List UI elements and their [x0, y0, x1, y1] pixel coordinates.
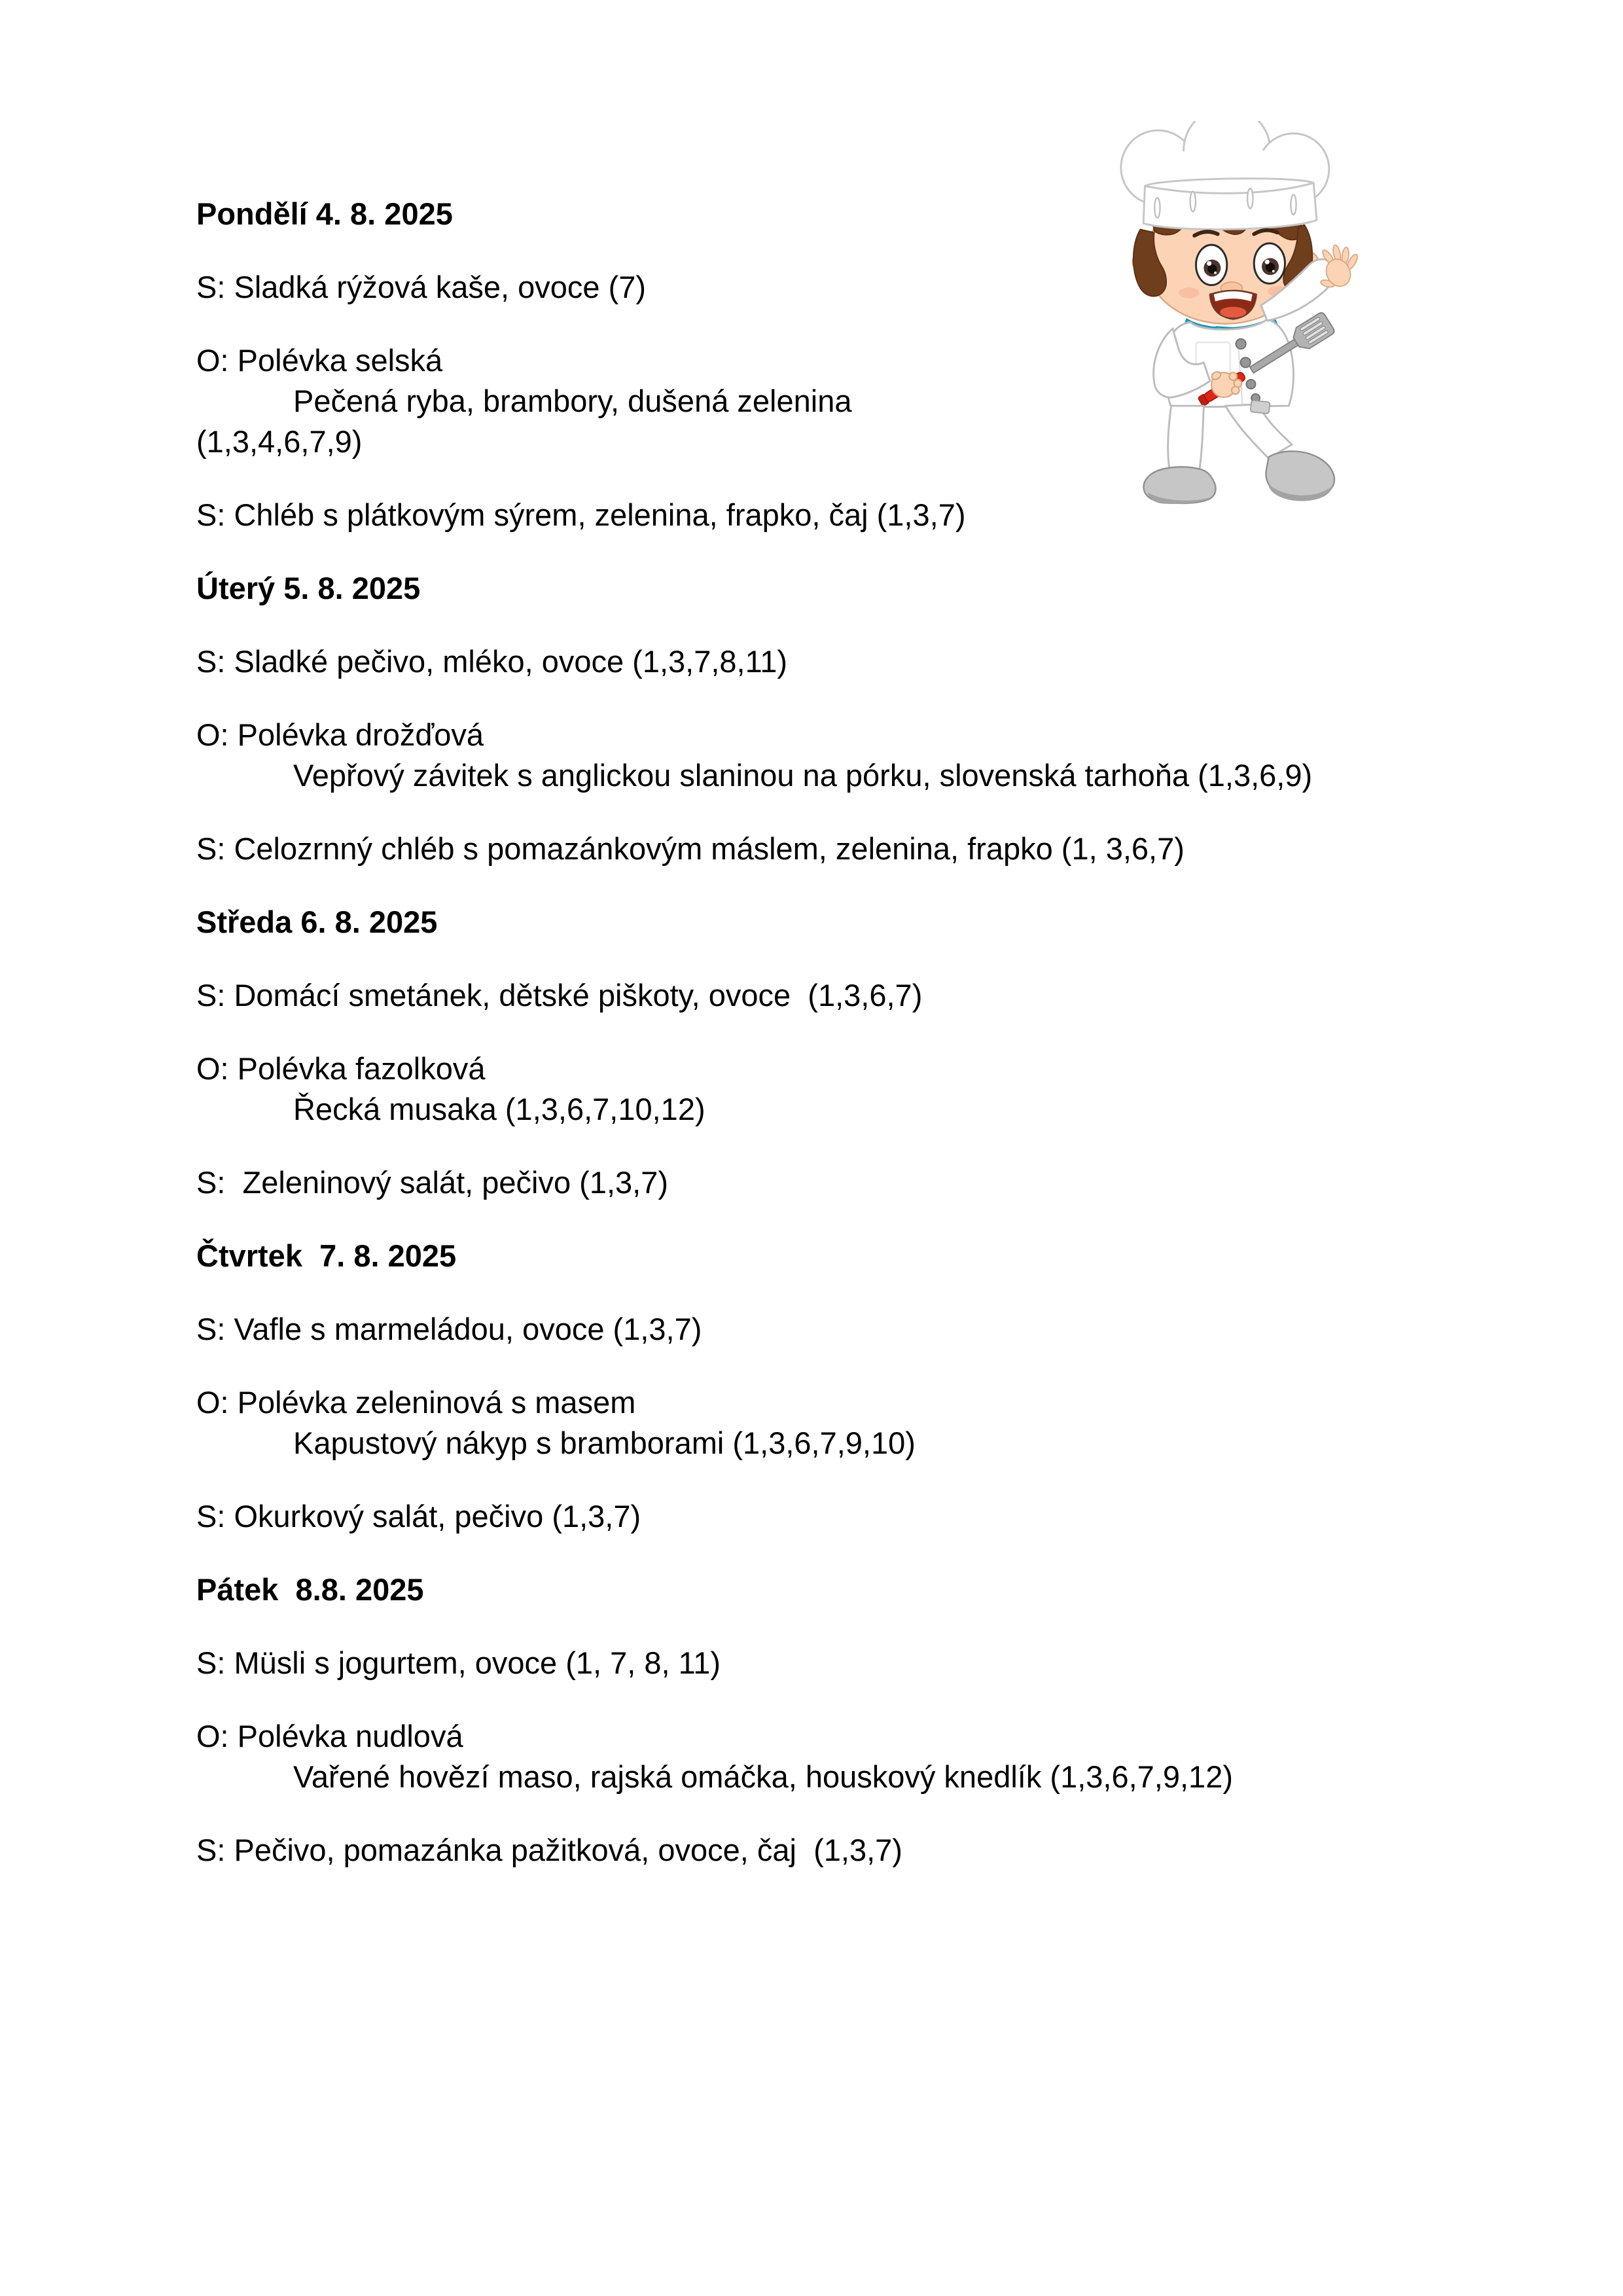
snack-morning-line: S: Sladká rýžová kaše, ovoce (7)	[196, 270, 647, 304]
snack-afternoon-line: S: Chléb s plátkovým sýrem, zelenina, frapko, čaj (1,3,7)	[196, 497, 966, 532]
chef-fist	[1210, 370, 1241, 397]
snack-afternoon-line: S: Celozrnný chléb s pomazánkovým máslem, zelenina, frapko (1, 3,6,7)	[196, 831, 1185, 866]
lunch-main-line: Kapustový nákyp s bramborami (1,3,6,7,9,10)	[293, 1426, 916, 1460]
snack-afternoon-line: S: Pečivo, pomazánka pažitková, ovoce, čaj (1,3,7)	[196, 1833, 902, 1867]
chef-clipart	[1109, 121, 1380, 512]
snack-morning-line: S: Müsli s jogurtem, ovoce (1, 7, 8, 11)	[196, 1645, 721, 1680]
jacket-hip-tab	[1251, 401, 1270, 414]
snack-afternoon-line: S: Zeleninový salát, pečivo (1,3,7)	[196, 1165, 669, 1200]
lunch-main-line: Řecká musaka (1,3,6,7,10,12)	[293, 1092, 705, 1126]
chef-hat	[1121, 121, 1329, 229]
day-heading: Pondělí 4. 8. 2025	[196, 196, 453, 231]
snack-morning-line: S: Sladké pečivo, mléko, ovoce (1,3,7,8,11)	[196, 644, 788, 679]
lunch-paragraph	[196, 1716, 1547, 1797]
lunch-soup-line: O: Polévka fazolková	[196, 1051, 486, 1086]
lunch-main-line: Vařené hovězí maso, rajská omáčka, houskový knedlík (1,3,6,7,9,12)	[293, 1759, 1233, 1794]
menu-day-wednesday	[196, 902, 1547, 1203]
lunch-paragraph	[196, 1382, 1547, 1463]
lunch-paragraph	[196, 715, 1547, 796]
day-heading: Úterý 5. 8. 2025	[196, 571, 421, 605]
lunch-allergens-line: (1,3,4,6,7,9)	[196, 424, 363, 459]
snack-morning-line: S: Vafle s marmeládou, ovoce (1,3,7)	[196, 1312, 702, 1346]
lunch-soup-line: O: Polévka nudlová	[196, 1719, 463, 1753]
menu-day-friday	[196, 1570, 1547, 1871]
snack-afternoon-line: S: Okurkový salát, pečivo (1,3,7)	[196, 1499, 641, 1534]
day-heading: Pátek 8.8. 2025	[196, 1572, 424, 1607]
lunch-soup-line: O: Polévka drožďová	[196, 717, 484, 752]
snack-morning-line: S: Domácí smetánek, dětské piškoty, ovoce (1,3,6,7)	[196, 978, 923, 1013]
lunch-soup-line: O: Polévka zeleninová s masem	[196, 1385, 636, 1420]
menu-day-thursday	[196, 1236, 1547, 1537]
lunch-paragraph	[196, 1049, 1547, 1130]
day-heading: Čtvrtek 7. 8. 2025	[196, 1238, 457, 1273]
lunch-soup-line: O: Polévka selská	[196, 343, 443, 378]
lunch-main-line: Vepřový závitek s anglickou slaninou na pórku, slovenská tarhoňa (1,3,6,9)	[293, 758, 1313, 793]
lunch-main-line: Pečená ryba, brambory, dušená zelenina	[293, 384, 852, 418]
day-heading: Středa 6. 8. 2025	[196, 905, 438, 939]
menu-day-tuesday	[196, 568, 1547, 869]
